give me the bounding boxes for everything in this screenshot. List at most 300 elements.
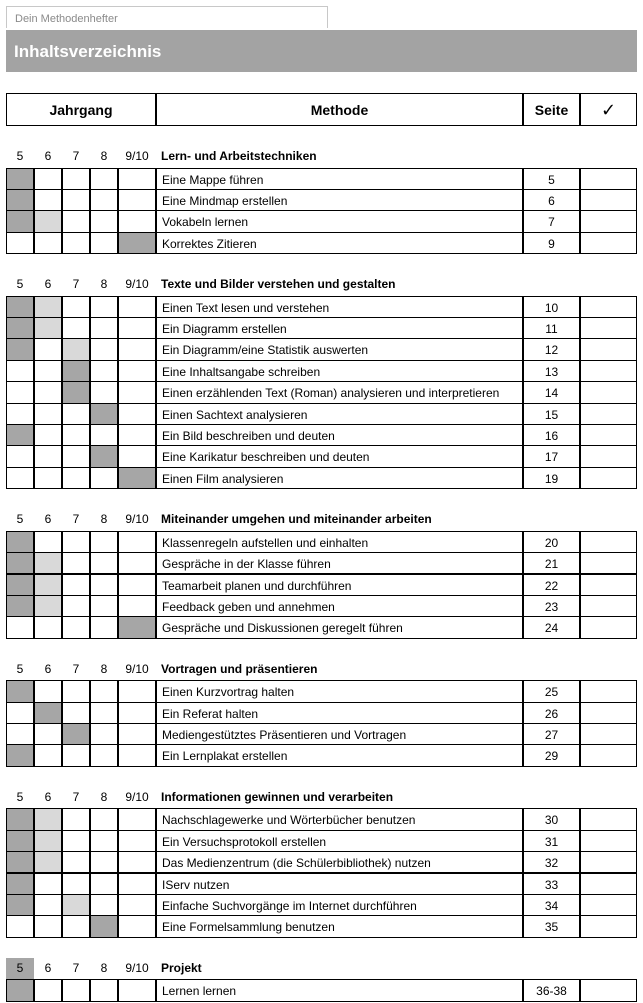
grade-label: 7 [72, 960, 80, 975]
grade-level-cell [90, 381, 118, 403]
table-row [6, 403, 637, 424]
page-number: 35 [523, 915, 580, 937]
grade-level-cell [118, 403, 156, 425]
grade-label: 5 [6, 958, 34, 980]
section-title: Lern- und Arbeitstechniken [161, 149, 317, 163]
grade-level-cell [34, 317, 62, 339]
checkbox-cell[interactable] [580, 531, 637, 553]
table-row [6, 808, 637, 829]
checkbox-cell[interactable] [580, 680, 637, 702]
grade-level-cell [6, 574, 34, 596]
page-number: 5 [523, 168, 580, 190]
checkbox-cell[interactable] [580, 424, 637, 446]
grade-level-cell [34, 467, 62, 489]
page-title-banner [6, 30, 637, 72]
method-name: Eine Inhaltsangabe schreiben [156, 360, 523, 382]
grade-label: 7 [72, 149, 80, 163]
grade-level-cell [62, 317, 90, 339]
checkbox-cell[interactable] [580, 595, 637, 617]
grade-level-cell [62, 915, 90, 937]
grade-level-cell [6, 552, 34, 574]
grade-level-cell [62, 979, 90, 1001]
section-title: Miteinander umgehen und miteinander arbeiten [161, 512, 432, 527]
grade-level-cell [118, 360, 156, 382]
section-header [6, 787, 637, 809]
table-row [6, 338, 637, 359]
grade-level-cell [34, 360, 62, 382]
grade-level-cell [118, 894, 156, 916]
method-name: Korrektes Zitieren [156, 232, 523, 254]
grade-label: 7 [72, 277, 80, 292]
grade-level-cell [6, 338, 34, 360]
table-row [6, 894, 637, 915]
grade-label: 9/10 [125, 277, 149, 292]
grade-label: 9/10 [125, 960, 149, 975]
page-number: 23 [523, 595, 580, 617]
page-number: 16 [523, 424, 580, 446]
header-check: ✓ [580, 93, 637, 126]
page-number: 29 [523, 744, 580, 766]
grade-level-cell [90, 873, 118, 895]
checkbox-cell[interactable] [580, 232, 637, 254]
grade-level-cell [34, 296, 62, 318]
grade-level-cell [6, 616, 34, 638]
grade-label: 5 [16, 149, 24, 163]
grade-level-cell [118, 595, 156, 617]
grade-level-cell [62, 531, 90, 553]
page-number: 19 [523, 467, 580, 489]
grade-level-cell [118, 574, 156, 596]
table-row [6, 915, 637, 936]
method-name: Ein Versuchsprotokoll erstellen [156, 830, 523, 852]
grade-level-cell [6, 296, 34, 318]
page-number: 33 [523, 873, 580, 895]
grade-label: 7 [72, 789, 80, 804]
grade-level-cell [62, 574, 90, 596]
grade-level-cell [118, 381, 156, 403]
table-header-row [6, 93, 637, 125]
grade-level-cell [62, 210, 90, 232]
checkbox-cell[interactable] [580, 360, 637, 382]
tab-label: Dein Methodenhefter [15, 13, 118, 25]
table-row [6, 232, 637, 253]
table-row [6, 210, 637, 231]
grade-level-cell [118, 979, 156, 1001]
table-row [6, 744, 637, 765]
page-number: 34 [523, 894, 580, 916]
grade-level-cell [34, 873, 62, 895]
section-header [6, 958, 637, 980]
table-row [6, 360, 637, 381]
grade-level-cell [118, 808, 156, 830]
page-number: 12 [523, 338, 580, 360]
method-name: Teamarbeit planen und durchführen [156, 574, 523, 596]
grade-level-cell [118, 424, 156, 446]
grade-level-cell [118, 851, 156, 873]
grade-level-cell [90, 915, 118, 937]
grade-level-cell [90, 616, 118, 638]
checkbox-cell[interactable] [580, 830, 637, 852]
method-name: Feedback geben und annehmen [156, 595, 523, 617]
checkbox-cell[interactable] [580, 189, 637, 211]
table-row [6, 851, 637, 872]
page-number: 20 [523, 531, 580, 553]
grade-level-cell [6, 424, 34, 446]
page-number: 31 [523, 830, 580, 852]
grade-level-cell [118, 680, 156, 702]
grade-label: 8 [100, 512, 108, 527]
grade-level-cell [62, 616, 90, 638]
grade-level-cell [34, 531, 62, 553]
page-number: 6 [523, 189, 580, 211]
grade-level-cell [118, 210, 156, 232]
table-row [6, 296, 637, 317]
grade-level-cell [34, 915, 62, 937]
grade-level-cell [6, 894, 34, 916]
grade-level-cell [118, 744, 156, 766]
grade-level-cell [6, 723, 34, 745]
page-number: 25 [523, 680, 580, 702]
grade-level-cell [90, 702, 118, 724]
checkbox-cell[interactable] [580, 702, 637, 724]
grade-level-cell [34, 894, 62, 916]
section-header [6, 659, 637, 681]
method-name: Nachschlagewerke und Wörterbücher benutzen [156, 808, 523, 830]
method-name: Lernen lernen [156, 979, 523, 1001]
grade-label: 8 [100, 149, 108, 163]
page-number: 9 [523, 232, 580, 254]
grade-label: 7 [72, 661, 80, 676]
page-number: 22 [523, 574, 580, 596]
header-methode: Methode [156, 93, 523, 126]
grade-level-cell [34, 403, 62, 425]
grade-level-cell [34, 338, 62, 360]
grade-level-cell [34, 702, 62, 724]
grade-label: 9/10 [125, 149, 149, 163]
grade-level-cell [34, 424, 62, 446]
grade-level-cell [62, 360, 90, 382]
method-name: Gespräche und Diskussionen geregelt führen [156, 616, 523, 638]
grade-level-cell [62, 873, 90, 895]
grade-label: 6 [44, 789, 52, 804]
grade-level-cell [34, 616, 62, 638]
grade-level-cell [62, 744, 90, 766]
grade-level-cell [6, 232, 34, 254]
grade-level-cell [90, 467, 118, 489]
grade-level-cell [90, 808, 118, 830]
page-number: 10 [523, 296, 580, 318]
grade-label: 6 [44, 149, 52, 163]
table-row [6, 830, 637, 851]
method-name: Eine Mappe führen [156, 168, 523, 190]
checkbox-cell[interactable] [580, 210, 637, 232]
table-row [6, 424, 637, 445]
checkbox-cell[interactable] [580, 467, 637, 489]
grade-level-cell [34, 445, 62, 467]
grade-level-cell [62, 680, 90, 702]
method-name: Eine Formelsammlung benutzen [156, 915, 523, 937]
table-row [6, 873, 637, 894]
checkbox-cell[interactable] [580, 744, 637, 766]
table-row [6, 574, 637, 595]
grade-level-cell [118, 552, 156, 574]
section-header [6, 146, 637, 168]
checkbox-cell[interactable] [580, 296, 637, 318]
grade-level-cell [90, 552, 118, 574]
method-name: Eine Karikatur beschreiben und deuten [156, 445, 523, 467]
grade-level-cell [6, 915, 34, 937]
checkbox-cell[interactable] [580, 338, 637, 360]
grade-level-cell [90, 296, 118, 318]
table-row [6, 723, 637, 744]
grade-level-cell [6, 595, 34, 617]
grade-level-cell [90, 723, 118, 745]
method-name: Einen Film analysieren [156, 467, 523, 489]
grade-level-cell [62, 467, 90, 489]
grade-level-cell [34, 723, 62, 745]
method-name: Ein Lernplakat erstellen [156, 744, 523, 766]
grade-level-cell [62, 424, 90, 446]
grade-label: 8 [100, 960, 108, 975]
grade-level-cell [34, 595, 62, 617]
grade-label: 8 [100, 277, 108, 292]
grade-label: 9/10 [125, 661, 149, 676]
grade-level-cell [6, 873, 34, 895]
table-row [6, 616, 637, 637]
grade-level-cell [34, 979, 62, 1001]
header-seite: Seite [523, 93, 580, 126]
table-row [6, 702, 637, 723]
grade-level-cell [118, 317, 156, 339]
document-tab[interactable] [6, 6, 328, 28]
grade-level-cell [90, 168, 118, 190]
grade-level-cell [90, 574, 118, 596]
grade-label: 5 [16, 789, 24, 804]
grade-level-cell [34, 574, 62, 596]
grade-level-cell [118, 232, 156, 254]
grade-level-cell [34, 744, 62, 766]
grade-label: 8 [100, 661, 108, 676]
page-number: 27 [523, 723, 580, 745]
grade-level-cell [118, 338, 156, 360]
grade-level-cell [6, 979, 34, 1001]
grade-level-cell [90, 595, 118, 617]
grade-label: 6 [44, 661, 52, 676]
method-name: IServ nutzen [156, 873, 523, 895]
method-name: Mediengestütztes Präsentieren und Vortragen [156, 723, 523, 745]
checkbox-cell[interactable] [580, 317, 637, 339]
grade-level-cell [118, 531, 156, 553]
checkbox-cell[interactable] [580, 915, 637, 937]
method-name: Einen Kurzvortrag halten [156, 680, 523, 702]
method-name: Das Medienzentrum (die Schülerbibliothek) nutzen [156, 851, 523, 873]
grade-level-cell [6, 851, 34, 873]
page-number: 11 [523, 317, 580, 339]
grade-level-cell [34, 808, 62, 830]
grade-level-cell [34, 232, 62, 254]
checkbox-cell[interactable] [580, 168, 637, 190]
method-name: Einen Sachtext analysieren [156, 403, 523, 425]
grade-level-cell [90, 424, 118, 446]
grade-level-cell [62, 232, 90, 254]
grade-level-cell [62, 808, 90, 830]
grade-label: 5 [16, 661, 24, 676]
checkbox-cell[interactable] [580, 979, 637, 1001]
table-row [6, 531, 637, 552]
section-header [6, 509, 637, 531]
grade-level-cell [62, 723, 90, 745]
grade-label: 9/10 [125, 789, 149, 804]
grade-level-cell [90, 894, 118, 916]
grade-level-cell [6, 531, 34, 553]
grade-level-cell [62, 445, 90, 467]
grade-level-cell [62, 851, 90, 873]
grade-level-cell [34, 680, 62, 702]
page-number: 15 [523, 403, 580, 425]
grade-level-cell [6, 445, 34, 467]
checkbox-cell[interactable] [580, 616, 637, 638]
grade-level-cell [62, 702, 90, 724]
grade-level-cell [118, 189, 156, 211]
grade-level-cell [90, 189, 118, 211]
grade-level-cell [62, 381, 90, 403]
grade-level-cell [118, 296, 156, 318]
grade-label: 5 [16, 512, 24, 527]
grade-level-cell [62, 894, 90, 916]
table-row [6, 317, 637, 338]
page-number: 14 [523, 381, 580, 403]
grade-level-cell [90, 403, 118, 425]
checkbox-cell[interactable] [580, 894, 637, 916]
table-row [6, 445, 637, 466]
grade-level-cell [6, 168, 34, 190]
grade-level-cell [62, 830, 90, 852]
table-row [6, 189, 637, 210]
page-number: 7 [523, 210, 580, 232]
grade-level-cell [6, 189, 34, 211]
checkbox-cell[interactable] [580, 873, 637, 895]
grade-level-cell [62, 189, 90, 211]
grade-level-cell [118, 873, 156, 895]
grade-level-cell [90, 744, 118, 766]
table-row [6, 979, 637, 1000]
page-number: 32 [523, 851, 580, 873]
method-name: Ein Referat halten [156, 702, 523, 724]
checkbox-cell[interactable] [580, 381, 637, 403]
grade-label: 6 [44, 512, 52, 527]
section-title: Texte und Bilder verstehen und gestalten [161, 277, 396, 292]
method-name: Einen erzählenden Text (Roman) analysieren und interpretieren [156, 381, 523, 403]
page-number: 30 [523, 808, 580, 830]
method-name: Klassenregeln aufstellen und einhalten [156, 531, 523, 553]
grade-level-cell [90, 360, 118, 382]
grade-level-cell [90, 851, 118, 873]
grade-level-cell [62, 338, 90, 360]
checkbox-cell[interactable] [580, 574, 637, 596]
grade-level-cell [118, 830, 156, 852]
method-name: Einen Text lesen und verstehen [156, 296, 523, 318]
table-row [6, 467, 637, 488]
table-row [6, 552, 637, 573]
grade-level-cell [34, 552, 62, 574]
grade-level-cell [90, 531, 118, 553]
page-number: 13 [523, 360, 580, 382]
grade-level-cell [90, 317, 118, 339]
grade-level-cell [118, 445, 156, 467]
grade-level-cell [34, 189, 62, 211]
section-header [6, 274, 637, 296]
grade-level-cell [6, 808, 34, 830]
grade-level-cell [90, 445, 118, 467]
page-number: 26 [523, 702, 580, 724]
grade-level-cell [34, 168, 62, 190]
grade-level-cell [6, 317, 34, 339]
grade-level-cell [62, 595, 90, 617]
grade-level-cell [62, 403, 90, 425]
grade-level-cell [90, 830, 118, 852]
section-title: Informationen gewinnen und verarbeiten [161, 789, 394, 804]
grade-level-cell [118, 467, 156, 489]
grade-level-cell [118, 702, 156, 724]
method-name: Vokabeln lernen [156, 210, 523, 232]
grade-level-cell [90, 338, 118, 360]
page-title: Inhaltsverzeichnis [14, 42, 162, 61]
grade-label: 8 [100, 789, 108, 804]
grade-level-cell [6, 210, 34, 232]
grade-level-cell [6, 830, 34, 852]
grade-level-cell [6, 680, 34, 702]
page-number: 24 [523, 616, 580, 638]
grade-label: 9/10 [125, 512, 149, 527]
grade-level-cell [62, 168, 90, 190]
grade-label: 6 [44, 277, 52, 292]
header-jahrgang: Jahrgang [6, 93, 156, 126]
page-number: 21 [523, 552, 580, 574]
grade-level-cell [34, 830, 62, 852]
grade-level-cell [90, 210, 118, 232]
grade-level-cell [118, 915, 156, 937]
grade-level-cell [6, 744, 34, 766]
grade-level-cell [6, 403, 34, 425]
grade-label: 7 [72, 512, 80, 527]
grade-label: 5 [16, 277, 24, 292]
page-number: 17 [523, 445, 580, 467]
grade-level-cell [118, 723, 156, 745]
grade-level-cell [6, 360, 34, 382]
method-name: Eine Mindmap erstellen [156, 189, 523, 211]
method-name: Gespräche in der Klasse führen [156, 552, 523, 574]
table-row [6, 381, 637, 402]
table-row [6, 680, 637, 701]
checkbox-cell[interactable] [580, 808, 637, 830]
grade-level-cell [90, 680, 118, 702]
grade-level-cell [90, 232, 118, 254]
grade-level-cell [118, 168, 156, 190]
grade-level-cell [6, 381, 34, 403]
checkbox-cell[interactable] [580, 851, 637, 873]
grade-level-cell [34, 381, 62, 403]
section-title: Vortragen und präsentieren [161, 661, 318, 676]
grade-level-cell [6, 702, 34, 724]
checkbox-cell[interactable] [580, 552, 637, 574]
grade-level-cell [6, 467, 34, 489]
grade-level-cell [34, 851, 62, 873]
checkbox-cell[interactable] [580, 723, 637, 745]
grade-level-cell [90, 979, 118, 1001]
checkbox-cell[interactable] [580, 403, 637, 425]
checkbox-cell[interactable] [580, 445, 637, 467]
grade-level-cell [118, 616, 156, 638]
